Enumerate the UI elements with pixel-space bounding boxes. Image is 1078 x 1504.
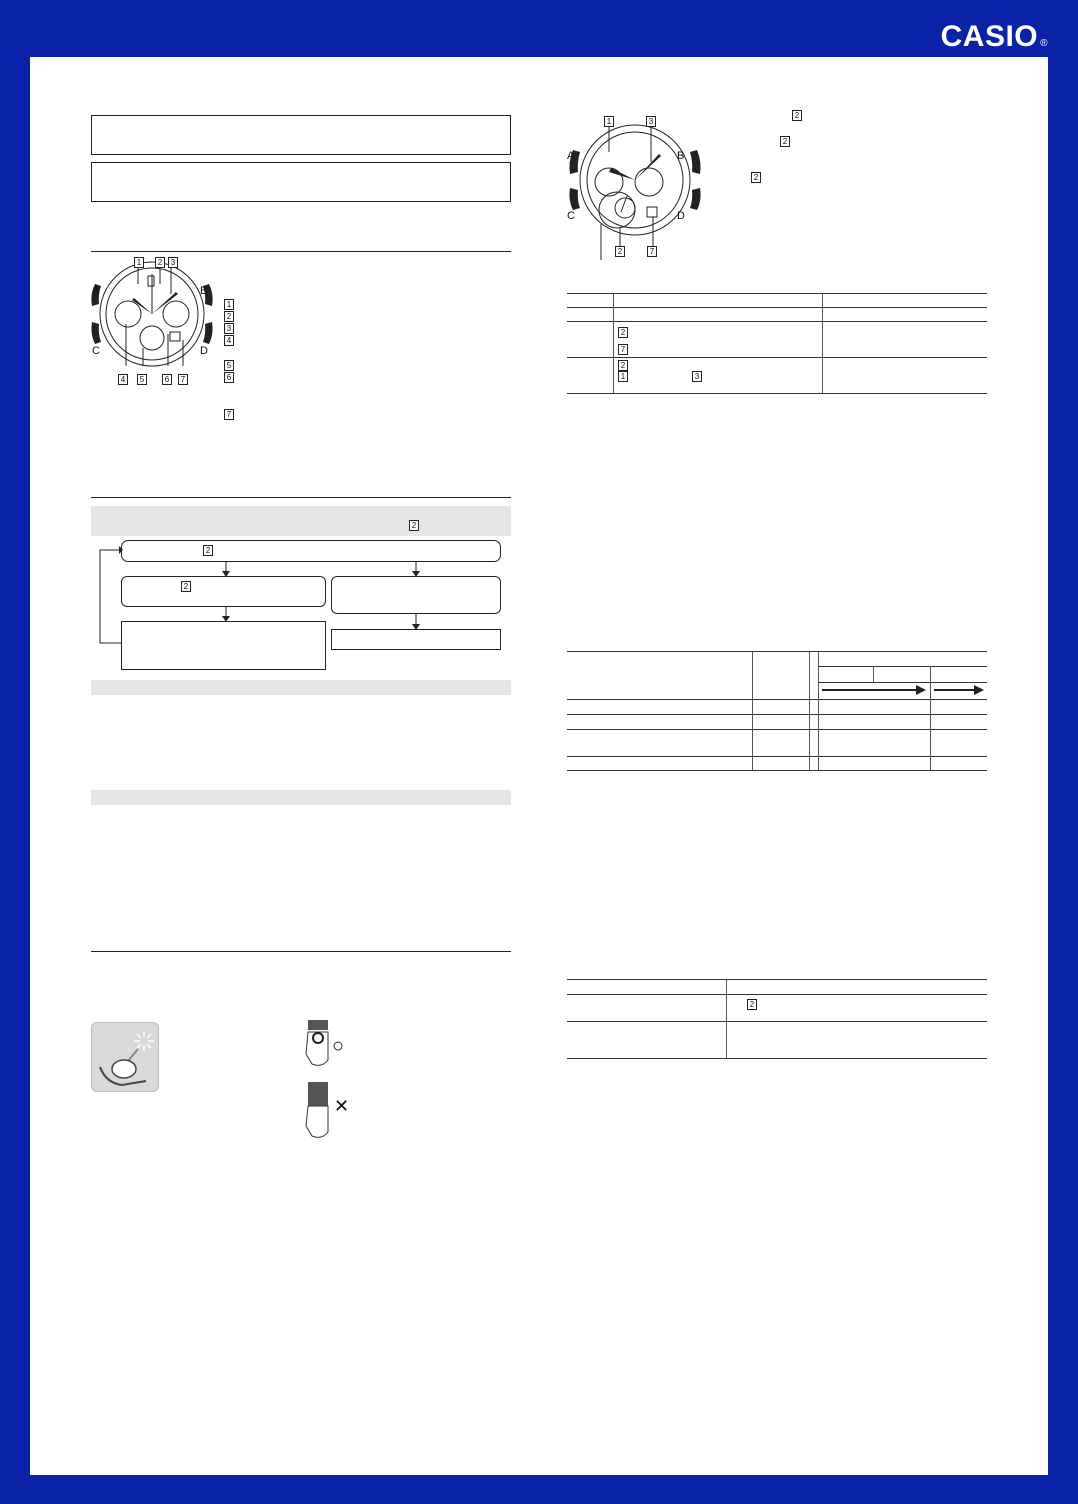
flow-left-callout-2: 2 (181, 581, 191, 592)
callout-1: 1 (134, 257, 144, 268)
arrow-icon (916, 685, 926, 695)
table1-top (567, 293, 987, 294)
table3-bottom (567, 1058, 987, 1059)
button-c-label: C (92, 345, 100, 357)
casio-logo: CASIO ® (940, 20, 1048, 53)
legend-7: 7 (224, 409, 234, 420)
table3-top (567, 979, 987, 980)
section-rule-1 (91, 251, 511, 252)
right-note-callout-b: 2 (780, 136, 790, 147)
table1-callout-2b: 2 (618, 360, 628, 371)
callout-2-1: 1 (604, 116, 614, 127)
table2-col-4 (873, 666, 874, 682)
table1-col-2 (822, 293, 823, 393)
sub-header-bar-2 (91, 790, 511, 805)
callout-2-3: 3 (646, 116, 656, 127)
button-a-label: A (92, 285, 100, 297)
legend-4: 4 (224, 335, 234, 346)
table1-row-2 (567, 321, 987, 322)
table1-bottom (567, 393, 987, 394)
arrow-icon-2 (974, 685, 984, 695)
section-rule-3 (91, 951, 511, 952)
watch-diagram-1 (88, 254, 218, 389)
light-exposure-icon (92, 1023, 160, 1093)
callout-4: 4 (118, 374, 128, 385)
callout-2-7: 7 (647, 246, 657, 257)
callout-7: 7 (178, 374, 188, 385)
table1-row-1 (567, 307, 987, 308)
sleeve-down-icon (308, 1082, 328, 1106)
sub-header-bar-1 (91, 680, 511, 695)
table1-callout-2a: 2 (618, 327, 628, 338)
section-rule-2 (91, 497, 511, 498)
table2-row-3 (567, 729, 987, 730)
table2-col-2 (809, 651, 810, 770)
notice-box-2 (91, 162, 511, 202)
flow-header-bar (91, 506, 511, 536)
flow-arrows (95, 540, 435, 650)
button-c-label-2: C (567, 210, 575, 222)
legend-1: 1 (224, 299, 234, 310)
notice-box-1 (91, 115, 511, 155)
table1-callout-7: 7 (618, 344, 628, 355)
right-note-callout-c: 2 (751, 172, 761, 183)
callout-3: 3 (168, 257, 178, 268)
table2-col-1 (752, 651, 753, 770)
table3-callout-2: 2 (747, 999, 757, 1010)
wrist-ng-icon: ✕ (334, 1096, 350, 1116)
table1-col-1 (613, 293, 614, 393)
table1-callout-1: 1 (618, 371, 628, 382)
callout-6: 6 (162, 374, 172, 385)
legend-2: 2 (224, 311, 234, 322)
button-d-label: D (200, 345, 208, 357)
table2-row-4 (567, 756, 987, 757)
table2-row-2 (567, 714, 987, 715)
table2-sub-1 (818, 666, 987, 667)
table2-row-1 (567, 699, 987, 700)
wrist-ok-icon: ○ (332, 1035, 345, 1057)
button-b-label: B (200, 285, 208, 297)
legend-3: 3 (224, 323, 234, 334)
table3-row-1 (567, 994, 987, 995)
wrist-icons (300, 1020, 360, 1140)
button-d-label-2: D (677, 210, 685, 222)
table2-bottom (567, 770, 987, 771)
table2-top (567, 651, 987, 652)
callout-5: 5 (137, 374, 147, 385)
table1-row-3 (567, 357, 987, 358)
table3-col-1 (726, 979, 727, 1058)
light-exposure-card (91, 1022, 159, 1092)
flow-top-callout-2: 2 (203, 545, 213, 556)
callout-2: 2 (155, 257, 165, 268)
callout-2-2: 2 (615, 246, 625, 257)
table3-row-2 (567, 1021, 987, 1022)
table2-arrows (818, 683, 988, 697)
legend-5: 5 (224, 360, 234, 371)
watch-diagram-2 (565, 112, 705, 262)
flow-header-callout-2: 2 (409, 520, 419, 531)
sleeve-up-icon (308, 1020, 328, 1030)
table2-col-3 (818, 651, 819, 770)
legend-6: 6 (224, 372, 234, 383)
button-a-label-2: A (567, 150, 575, 162)
right-note-callout-a: 2 (792, 110, 802, 121)
button-b-label-2: B (677, 150, 685, 162)
table2-col-5 (930, 666, 931, 770)
table1-callout-3: 3 (692, 371, 702, 382)
